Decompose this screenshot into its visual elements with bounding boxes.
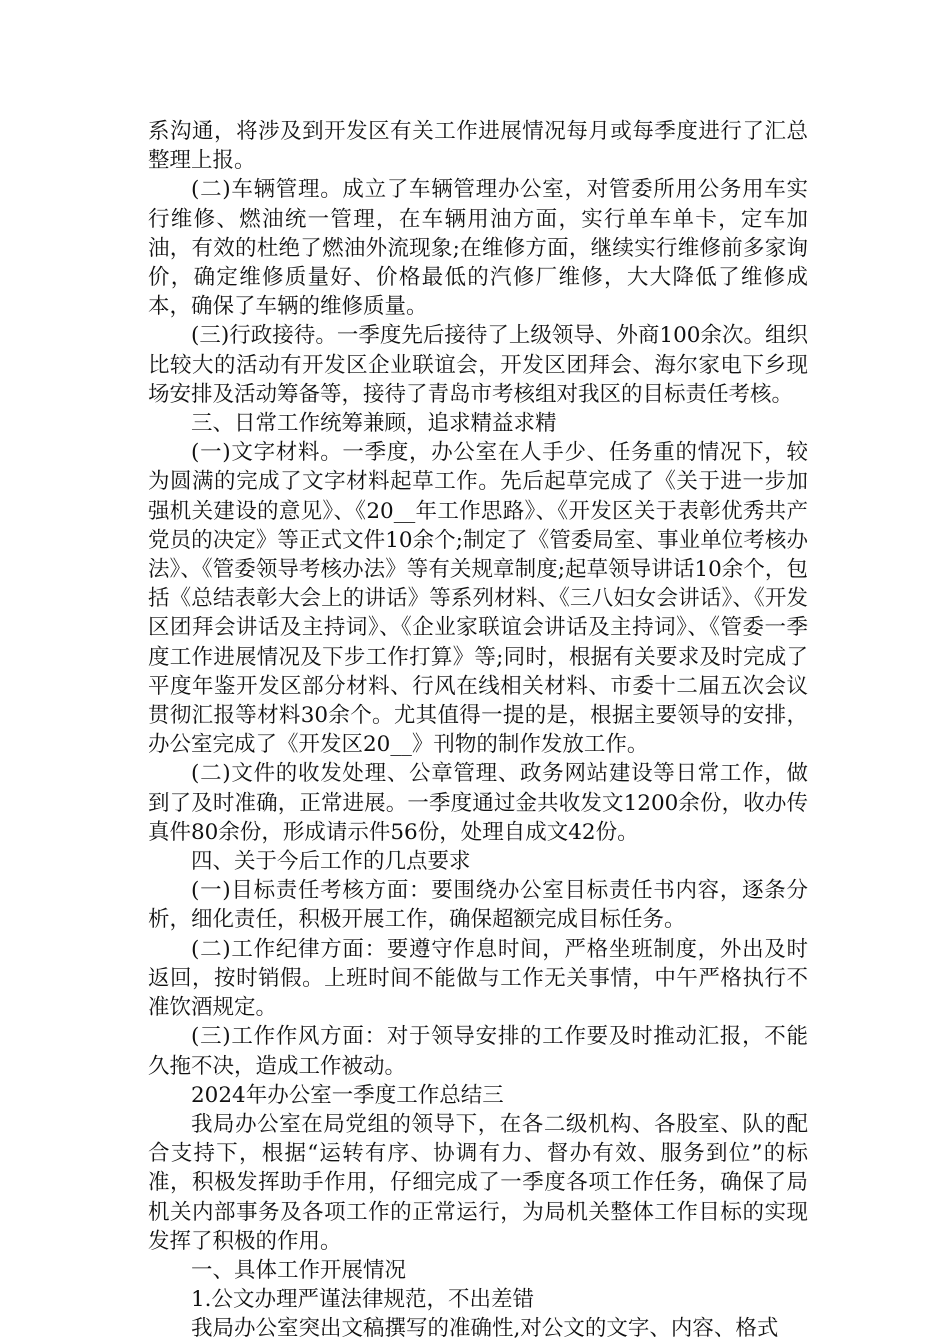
paragraph-6: (二)文件的收发处理、公章管理、政务网站建设等日常工作，做到了及时准确，正常进展。一季度通过金共收发文1200余份，收办传真件80余份，形成请示件56份，处理自成文42份。 [148,761,808,845]
paragraph-9: (二)工作纪律方面：要遵守作息时间，严格坐班制度，外出及时返回，按时销假。上班时间不能做与工作无关事情，中午严格执行不准饮酒规定。 [148,936,808,1021]
paragraph-2: (二)车辆管理。成立了车辆管理办公室，对管委所用公务用车实行维修、燃油统一管理，在车辆用油方面，实行单车单卡，定车加油，有效的杜绝了燃油外流现象;在维修方面，继续实行维修前多家询价，确定维修质量好、价格最低的汽修厂维修，大大降低了维修成本，确保了车辆的维修质量。 [148,177,808,320]
section-heading-3: 三、日常工作统筹兼顾，追求精益求精 [191,411,557,437]
paragraph-12: 我局办公室在局党组的领导下，在各二级机构、各股室、队的配合支持下，根据“运转有序、协调有力、督办有效、服务到位”的标准，积极发挥助手作用，仔细完成了一季度各项工作任务，确保了局机关内部事务及各项工作的正常运行，为局机关整体工作目标的实现发挥了积极的作用。 [148,1111,808,1254]
document-page [148,117,808,1344]
paragraph-10: (三)工作作风方面：对于领导安排的工作要及时推动汇报，不能久拖不决，造成工作被动。 [148,1024,808,1079]
summary-title-3: 2024年办公室一季度工作总结三 [191,1082,504,1108]
paragraph-3: (三)行政接待。一季度先后接待了上级领导、外商100余次。组织比较大的活动有开发区企业联谊会，开发区团拜会、海尔家电下乡现场安排及活动筹备等，接待了青岛市考核组对我区的目标责任考核。 [148,323,808,407]
subheading-1: 1.公文办理严谨法律规范，不出差错 [191,1287,535,1313]
paragraph-8: (一)目标责任考核方面：要围绕办公室目标责任书内容，逐条分析，细化责任，积极开展工作，确保超额完成目标任务。 [148,878,808,933]
section-heading-1: 一、具体工作开展情况 [191,1257,407,1283]
paragraph-15: 我局办公室突出文稿撰写的准确性,对公文的文字、内容、格式 [191,1316,779,1342]
section-heading-4: 四、关于今后工作的几点要求 [191,849,471,875]
paragraph-1: 系沟通，将涉及到开发区有关工作进展情况每月或每季度进行了汇总整理上报。 [148,119,808,174]
paragraph-5: (一)文字材料。一季度，办公室在人手少、任务重的情况下，较为圆满的完成了文字材料起草工作。先后起草完成了《关于进一步加强机关建设的意见》、《20__年工作思路》、《开发区关于表彰优秀共产党员的决定》等正式文件10余个;制定了《管委局室、事业单位考核办法》、《管委领导考核办法》等有关规章制度;起草领导讲话10余个，包括《总结表彰大会上的讲话》等系列材料、《三八妇女会讲话》、《开发区团拜会讲话及主持词》、《企业家联谊会讲话及主持词》、《管委一季度工作进展情况及下步工作打算》等;同时，根据有关要求及时完成了平度年鉴开发区部分材料、行风在线相关材料、市委十二届五次会议贯彻汇报等材料30余个。尤其值得一提的是，根据主要领导的安排，办公室完成了《开发区20__》刊物的制作发放工作。 [148,440,808,758]
